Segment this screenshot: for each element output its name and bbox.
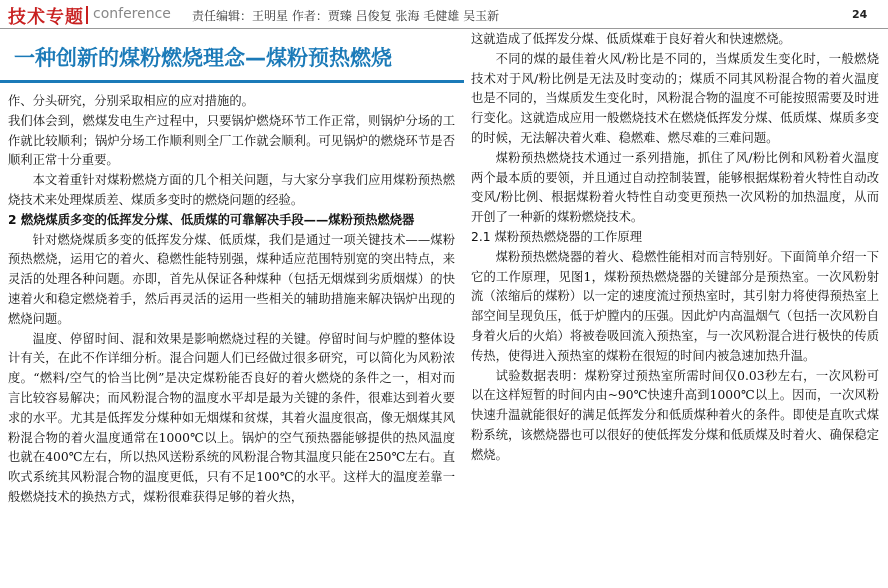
paragraph: 煤粉预热燃烧器的着火、稳燃性能相对而言特别好。下面简单介绍一下它的工作原理，见图1，煤粉预热燃烧器的关键部分是预热室。一次风粉射流（浓缩后的煤粉）以一定的速度流过预热室时，其引射力将使得预热室上部空间呈现负压，低于炉膛内的压强。因此炉内高温烟气（包括一次风粉自身着火后的火焰）将被卷吸回流入预热室，与一次风粉混合进行极快的传质传热，使得进入预热室的煤粉在很短的时间内被急速加热升温。 (471, 249, 879, 363)
brand-divider (86, 6, 88, 24)
left-column (8, 92, 455, 584)
paragraph: 温度、停留时间、混和效果是影响燃烧过程的关键。停留时间与炉膛的整体设计有关，在此不作详细分析。混合问题人们已经做过很多研究，可以简化为风粉浓度。“燃料/空气的恰当比例”是决定煤粉能否良好的着火燃烧的条件之一，相对而言比较容易解决；而风粉混合物的温度水平却是最为关键的条件，很难达到着火要求的水平。尤其是低挥发分煤种如无烟煤和贫煤，其着火温度很高，像无烟煤其风粉混合物的着火温度通常在1000℃以上。锅炉的空气预热器能够提供的热风温度也就在400℃左右，所以热风送粉系统的风粉混合物其温度只能在250℃左右。直吹式系统其风粉混合物的温度更低，只有不足100℃的水平。这样大的温度差靠一般燃烧技术的换热方式，煤粉很难获得足够的着火热， (8, 331, 455, 504)
paragraph: 我们体会到，燃煤发电生产过程中，只要锅炉燃烧环节工作正常，则锅炉分场的工作就比较顺利；锅炉分场工作顺利则全厂工作就会顺利。可见锅炉的燃烧环节是否顺利正常十分重要。 (8, 113, 455, 168)
paragraph: 煤粉预热燃烧技术通过一系列措施，抓住了风/粉比例和风粉着火温度两个最本质的要领，并且通过自动控制装置，能够根据煤粉着火特性自动改变风/粉比例、根据煤粉着火特性自动变更预热一次风粉的加热温度，从而开创了一种新的煤粉燃烧技术。 (471, 150, 879, 225)
paragraph: 针对燃烧煤质多变的低挥发分煤、低质煤，我们是通过一项关键技术——煤粉预热燃烧，运用它的着火、稳燃性能特别强，煤种适应范围特别宽的突出特点，来灵活的处理各种问题。亦即，首先从保证各种煤种（包括无烟煤到劣质烟煤）的快速着火和稳定燃烧着手，然后再灵活的运用一些相关的辅助措施来解决锅炉出现的燃烧问题。 (8, 232, 455, 326)
right-column (471, 30, 879, 586)
title-rule (0, 80, 464, 83)
paragraph: 本文着重针对煤粉燃烧方面的几个相关问题，与大家分享我们应用煤粉预热燃烧技术来处理煤质差、煤质多变时的燃烧问题的经验。 (8, 173, 455, 207)
section-brand: 技术专题 (8, 7, 84, 28)
paragraph: 作、分头研究，分别采取相应的应对措施的。 (8, 94, 254, 108)
editor-authors-line: 责任编辑：王明星 作者：贾臻 吕俊复 张海 毛健雄 吴玉新 (192, 9, 500, 23)
paragraph: 试验数据表明：煤粉穿过预热室所需时间仅0.03秒左右，一次风粉可以在这样短暂的时间内由~90℃快速升高到1000℃以上。因而，一次风粉快速升温就能很好的满足低挥发分和低质煤种着火的条件。即使是直吹式煤粉系统，该燃烧器也可以很好的使低挥发分煤和低质煤及时着火、确保稳定燃烧。 (471, 368, 879, 462)
article-title: 一种创新的煤粉燃烧理念—煤粉预热燃烧 (14, 46, 392, 70)
paragraph: 这就造成了低挥发分煤、低质煤难于良好着火和快速燃烧。 (471, 32, 791, 46)
page-number: 24 (852, 8, 868, 21)
section-brand-en: conference (93, 6, 171, 22)
subsection-heading: 2.1 煤粉预热燃烧器的工作原理 (471, 229, 643, 244)
paragraph: 不同的煤的最佳着火风/粉比是不同的，当煤质发生变化时，一般燃烧技术对于风/粉比例是无法及时变动的；煤质不同其风粉混合物的着火温度也是不同的，当煤质发生变化时，风粉混合物的温度不可能按照需要及时进行变化。这就造成应用一般燃烧技术在燃烧低挥发分煤、低质煤、煤质多变的时候，无法解决着火难、稳燃难、燃尽难的三难问题。 (471, 51, 879, 145)
section-heading: 2 燃烧煤质多变的低挥发分煤、低质煤的可靠解决手段——煤粉预热燃烧器 (8, 212, 415, 227)
page-header (0, 0, 888, 30)
article-title-block (0, 38, 464, 78)
header-rule (0, 28, 888, 29)
